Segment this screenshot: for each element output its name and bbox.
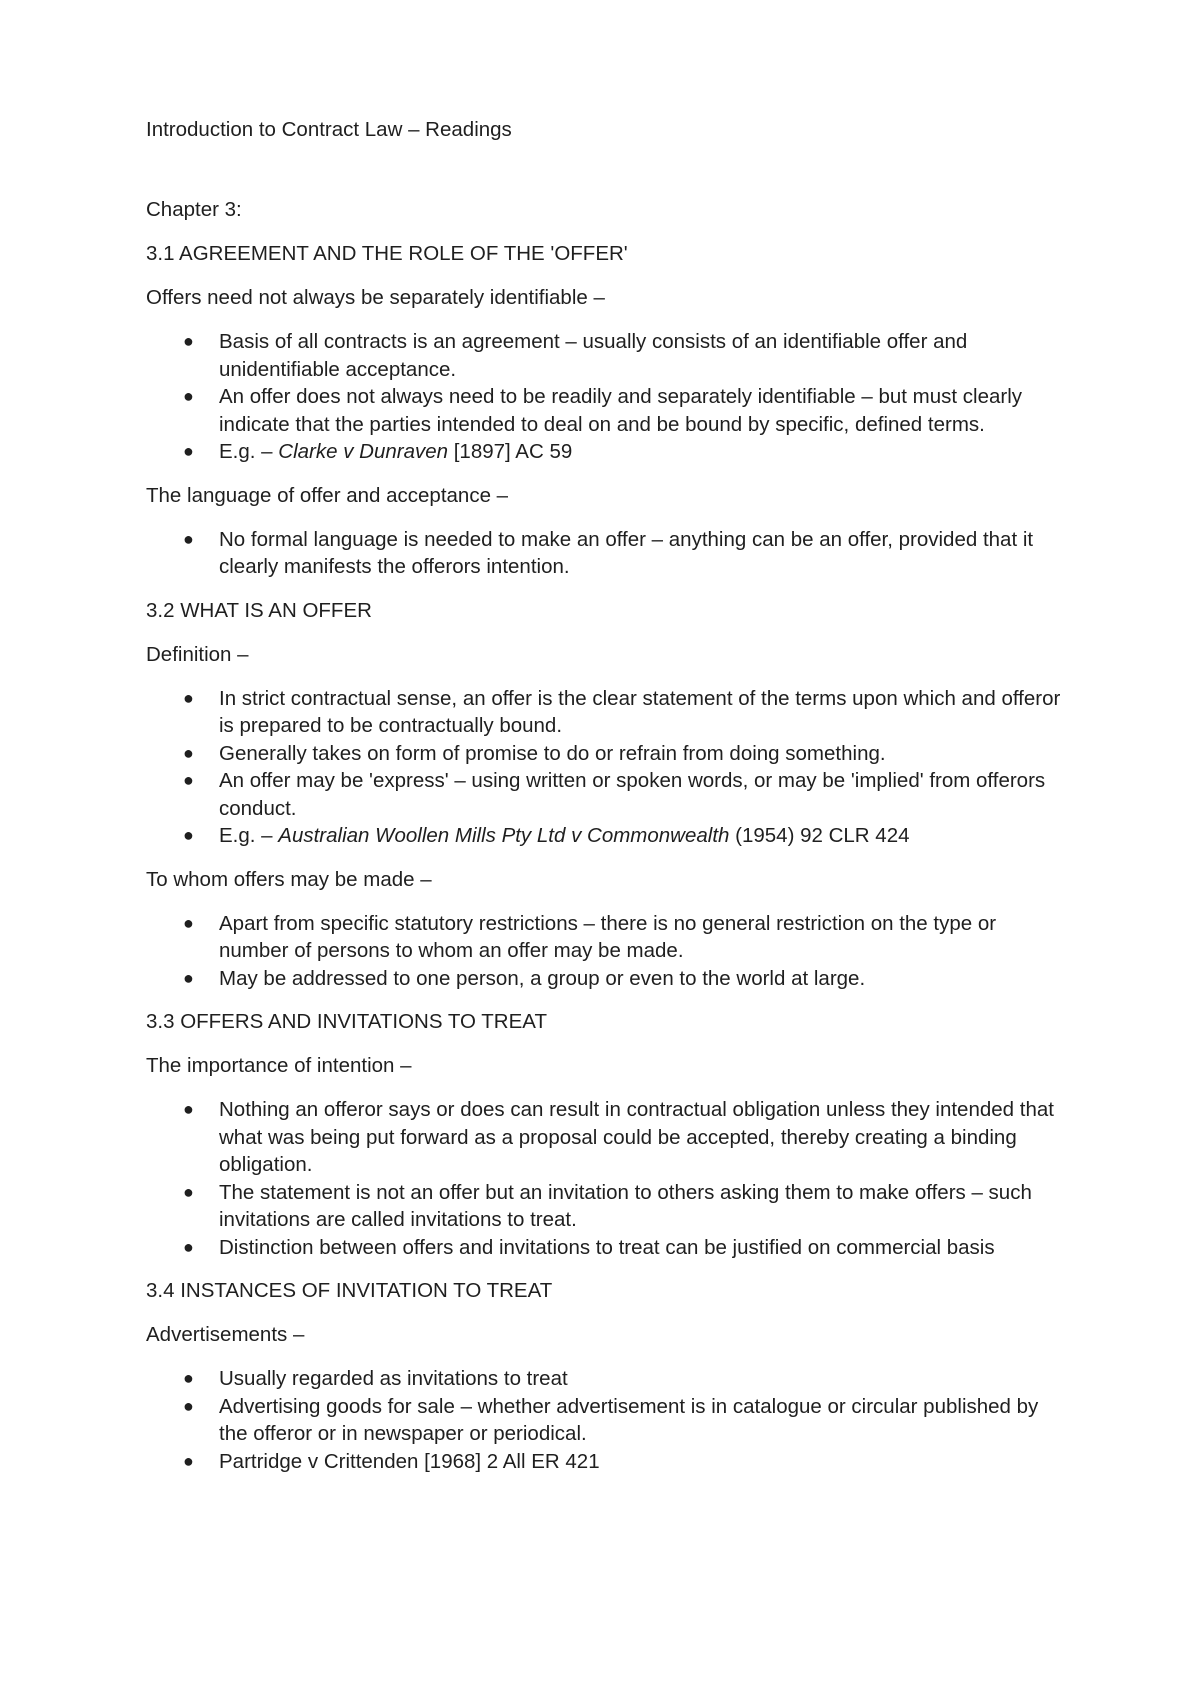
list-item xyxy=(146,328,1066,383)
bullet-list xyxy=(146,328,1066,466)
bullet-icon: ● xyxy=(183,386,194,406)
case-citation: Clarke v Dunraven xyxy=(278,440,449,463)
list-item-text: [1897] AC 59 xyxy=(448,440,573,463)
list-item xyxy=(146,1234,1066,1262)
bullet-icon: ● xyxy=(183,1450,194,1471)
bullet-icon: ● xyxy=(183,441,194,461)
list-item xyxy=(146,910,1066,965)
subsection-heading: Advertisements – xyxy=(146,1323,305,1346)
case-citation: Australian Woollen Mills Pty Ltd v Commonwealth xyxy=(278,824,730,847)
bullet-icon: ● xyxy=(183,1099,194,1119)
section-heading: 3.1 AGREEMENT AND THE ROLE OF THE 'OFFER' xyxy=(146,242,628,265)
list-item-text: In strict contractual sense, an offer is the clear statement of the terms upon which and offeror is prepared to be contractually bound. xyxy=(219,686,1061,737)
list-item-text: Advertising goods for sale – whether advertisement is in catalogue or circular published by the offeror or in newspaper or periodical. xyxy=(219,1394,1039,1445)
section-heading: 3.3 OFFERS AND INVITATIONS TO TREAT xyxy=(146,1010,547,1033)
list-item-text: An offer does not always need to be readily and separately identifiable – but must clearly indicate that the parties intended to deal on and be bound by specific, defined terms. xyxy=(219,385,1023,436)
list-item-text: Nothing an offeror says or does can result in contractual obligation unless they intended that what was being put forward as a proposal could be accepted, thereby creating a binding obligation. xyxy=(219,1098,1054,1176)
list-item-text: The statement is not an offer but an invitation to others asking them to make offers – such invitations are called invitations to treat. xyxy=(219,1180,1032,1231)
document-page xyxy=(146,116,1066,1491)
bullet-icon: ● xyxy=(183,1181,194,1202)
bullet-icon: ● xyxy=(183,528,194,549)
list-item-text: Generally takes on form of promise to do or refrain from doing something. xyxy=(219,741,886,765)
list-item xyxy=(146,1096,1066,1179)
bullet-list xyxy=(146,1365,1066,1475)
list-item xyxy=(146,438,1066,466)
list-item-text: Partridge v Crittenden [1968] 2 All ER 421 xyxy=(219,1449,600,1473)
bullet-list xyxy=(146,910,1066,993)
subsection-heading: To whom offers may be made – xyxy=(146,867,432,891)
bullet-list xyxy=(146,685,1066,850)
list-item xyxy=(146,526,1066,581)
list-item-text: Apart from specific statutory restrictions – there is no general restriction on the type or number of persons to whom an offer may be made. xyxy=(219,911,997,962)
list-item xyxy=(146,822,1066,850)
list-item-text: An offer may be 'express' – using written or spoken words, or may be 'implied' from offerors conduct. xyxy=(219,769,1046,820)
list-item xyxy=(146,685,1066,740)
list-item xyxy=(146,767,1066,822)
subsection-heading: Offers need not always be separately identifiable – xyxy=(146,286,605,309)
bullet-icon: ● xyxy=(183,825,194,845)
bullet-icon: ● xyxy=(183,967,194,988)
bullet-icon: ● xyxy=(183,1368,194,1388)
list-item xyxy=(146,1448,1066,1476)
list-item-text: Basis of all contracts is an agreement – usually consists of an identifiable offer and unidentifiable acceptance. xyxy=(219,330,968,381)
document-title: Introduction to Contract Law – Readings xyxy=(146,118,512,141)
list-item xyxy=(146,1393,1066,1448)
section-heading: 3.2 WHAT IS AN OFFER xyxy=(146,598,372,622)
list-item-text: (1954) 92 CLR 424 xyxy=(729,824,910,847)
subsection-heading: Definition – xyxy=(146,642,249,666)
bullet-icon: ● xyxy=(183,1236,194,1257)
bullet-icon: ● xyxy=(183,770,194,790)
bullet-list xyxy=(146,1096,1066,1261)
list-item-text: May be addressed to one person, a group or even to the world at large. xyxy=(219,966,866,990)
section-heading: 3.4 INSTANCES OF INVITATION TO TREAT xyxy=(146,1279,553,1302)
bullet-icon: ● xyxy=(183,687,194,708)
list-item-text: No formal language is needed to make an offer – anything can be an offer, provided that it clearly manifests the offerors intention. xyxy=(219,527,1034,578)
list-item xyxy=(146,383,1066,438)
bullet-icon: ● xyxy=(183,742,194,763)
bullet-icon: ● xyxy=(183,912,194,933)
bullet-icon: ● xyxy=(183,1395,194,1416)
chapter-heading: Chapter 3: xyxy=(146,198,242,221)
list-item-text: E.g. – xyxy=(219,824,279,847)
bullet-list xyxy=(146,526,1066,581)
subsection-heading: The importance of intention – xyxy=(146,1054,412,1077)
list-item xyxy=(146,740,1066,768)
list-item-text: Usually regarded as invitations to treat xyxy=(219,1367,568,1390)
bullet-icon: ● xyxy=(183,331,194,351)
sections-container xyxy=(146,240,1066,1475)
list-item xyxy=(146,1179,1066,1234)
list-item-text: Distinction between offers and invitations to treat can be justified on commercial basis xyxy=(219,1235,995,1259)
list-item-text: E.g. – xyxy=(219,440,279,463)
list-item xyxy=(146,1365,1066,1393)
subsection-heading: The language of offer and acceptance – xyxy=(146,483,509,507)
list-item xyxy=(146,965,1066,993)
